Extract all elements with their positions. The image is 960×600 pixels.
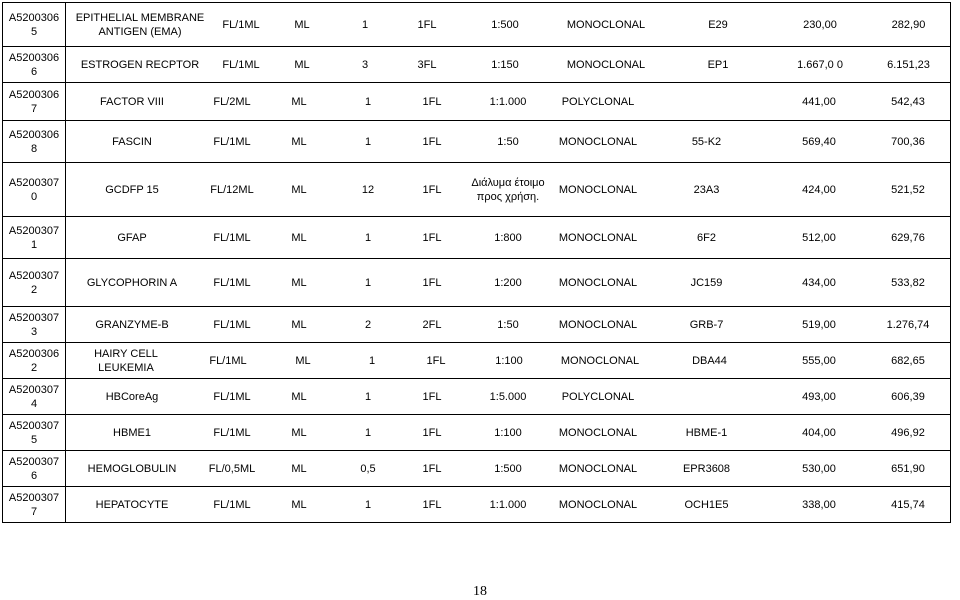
product-details-grid bbox=[66, 121, 951, 162]
product-details bbox=[66, 343, 951, 379]
table-row bbox=[3, 163, 951, 217]
product-code bbox=[3, 83, 66, 121]
product-details bbox=[66, 3, 951, 47]
price-with-vat: 521,52 bbox=[891, 183, 925, 196]
table-row bbox=[3, 217, 951, 259]
product-code-line: A5200306 bbox=[8, 51, 60, 64]
product-code-line: A5200306 bbox=[8, 128, 60, 141]
product-details-grid bbox=[66, 343, 951, 378]
product-name: HEMOGLOBULIN bbox=[87, 462, 177, 475]
clonality: MONOCLONAL bbox=[558, 318, 638, 331]
product-code-line: 8 bbox=[30, 142, 38, 155]
clone: EP1 bbox=[707, 58, 729, 71]
quantity: 1 bbox=[361, 18, 369, 31]
pack: 1FL bbox=[422, 231, 442, 244]
quantity: 1 bbox=[364, 426, 372, 439]
clonality: MONOCLONAL bbox=[560, 354, 640, 367]
quantity: 1 bbox=[364, 95, 372, 108]
unit: ML bbox=[291, 183, 307, 196]
dilution: 1:1.000 bbox=[489, 498, 527, 511]
quantity: 1 bbox=[364, 498, 372, 511]
clonality: MONOCLONAL bbox=[558, 426, 638, 439]
pack: 1FL bbox=[422, 426, 442, 439]
product-name: FACTOR VIII bbox=[100, 95, 164, 108]
pack: 3FL bbox=[417, 58, 437, 71]
price: 230,00 bbox=[803, 18, 837, 31]
format: FL/1ML bbox=[222, 18, 260, 31]
format: FL/0,5ML bbox=[208, 462, 256, 475]
dilution: 1:100 bbox=[495, 354, 523, 367]
product-details-grid bbox=[66, 451, 951, 486]
format: FL/1ML bbox=[213, 426, 251, 439]
clone: EPR3608 bbox=[682, 462, 731, 475]
product-name: FASCIN bbox=[112, 135, 152, 148]
pack: 1FL bbox=[422, 276, 442, 289]
clone: 23A3 bbox=[693, 183, 720, 196]
product-name: HAIRY CELL LEUKEMIA bbox=[94, 347, 158, 374]
price-with-vat: 682,65 bbox=[891, 354, 925, 367]
product-details-grid bbox=[66, 47, 951, 82]
table-row bbox=[3, 415, 951, 451]
price: 441,00 bbox=[802, 95, 836, 108]
product-code-line: 5 bbox=[30, 25, 38, 38]
table-row bbox=[3, 3, 951, 47]
product-name: HBME1 bbox=[113, 426, 151, 439]
product-name: HBCoreAg bbox=[105, 390, 159, 403]
product-code-line: 5 bbox=[30, 433, 38, 446]
price-table-body bbox=[3, 3, 951, 523]
price-with-vat: 496,92 bbox=[891, 426, 925, 439]
dilution: 1:200 bbox=[494, 276, 522, 289]
price: 424,00 bbox=[802, 183, 836, 196]
pack: 1FL bbox=[422, 390, 442, 403]
product-code bbox=[3, 47, 66, 83]
product-code-line: A5200307 bbox=[8, 419, 60, 432]
pack: 1FL bbox=[417, 18, 437, 31]
product-code-line: 1 bbox=[30, 238, 38, 251]
product-code-line: 0 bbox=[30, 190, 38, 203]
price-with-vat: 282,90 bbox=[891, 18, 926, 31]
price-with-vat: 651,90 bbox=[891, 462, 925, 475]
pack: 1FL bbox=[422, 135, 442, 148]
unit: ML bbox=[291, 276, 307, 289]
clonality: MONOCLONAL bbox=[566, 18, 646, 31]
product-details bbox=[66, 217, 951, 259]
quantity: 1 bbox=[364, 135, 372, 148]
product-details-grid bbox=[66, 83, 951, 120]
clonality: MONOCLONAL bbox=[558, 231, 638, 244]
unit: ML bbox=[294, 18, 310, 31]
dilution: 1:50 bbox=[497, 135, 519, 148]
clonality: MONOCLONAL bbox=[558, 462, 638, 475]
dilution: Διάλυμα έτοιμο προς χρήση. bbox=[471, 176, 545, 203]
dilution: 1:100 bbox=[494, 426, 522, 439]
price: 555,00 bbox=[802, 354, 836, 367]
format: FL/1ML bbox=[213, 276, 251, 289]
dilution: 1:5.000 bbox=[489, 390, 527, 403]
product-code-line: 2 bbox=[30, 361, 38, 374]
dilution: 1:500 bbox=[494, 462, 522, 475]
price-with-vat: 6.151,23 bbox=[887, 58, 930, 71]
table-row bbox=[3, 47, 951, 83]
product-code bbox=[3, 343, 66, 379]
pack: 2FL bbox=[422, 318, 442, 331]
quantity: 1 bbox=[364, 231, 372, 244]
product-name: GCDFP 15 bbox=[105, 183, 159, 196]
product-name: GRANZYME-B bbox=[95, 318, 169, 331]
format: FL/1ML bbox=[213, 498, 251, 511]
clonality: MONOCLONAL bbox=[558, 498, 638, 511]
unit: ML bbox=[291, 498, 307, 511]
table-row bbox=[3, 343, 951, 379]
product-code bbox=[3, 3, 66, 47]
product-code bbox=[3, 163, 66, 217]
product-details bbox=[66, 415, 951, 451]
table-row bbox=[3, 487, 951, 523]
price: 493,00 bbox=[802, 390, 836, 403]
product-details-grid bbox=[66, 3, 951, 46]
product-details-grid bbox=[66, 259, 951, 306]
clone: HBME-1 bbox=[685, 426, 728, 439]
quantity: 3 bbox=[361, 58, 369, 71]
product-code-line: 6 bbox=[30, 469, 38, 482]
quantity: 1 bbox=[364, 276, 372, 289]
clone: E29 bbox=[708, 18, 728, 31]
table-row bbox=[3, 83, 951, 121]
quantity: 1 bbox=[364, 390, 372, 403]
product-details bbox=[66, 121, 951, 163]
format: FL/1ML bbox=[213, 231, 251, 244]
price: 569,40 bbox=[802, 135, 836, 148]
product-details bbox=[66, 47, 951, 83]
product-details-grid bbox=[66, 163, 951, 216]
product-code bbox=[3, 451, 66, 487]
table-row bbox=[3, 121, 951, 163]
product-code-line: A5200307 bbox=[8, 491, 60, 504]
product-name: EPITHELIAL MEMBRANE ANTIGEN (EMA) bbox=[75, 11, 205, 38]
product-code-line: 3 bbox=[30, 325, 38, 338]
price-with-vat: 1.276,74 bbox=[886, 318, 930, 331]
dilution: 1:1.000 bbox=[489, 95, 527, 108]
clonality: POLYCLONAL bbox=[561, 390, 635, 403]
table-row bbox=[3, 259, 951, 307]
price-with-vat: 700,36 bbox=[891, 135, 925, 148]
product-code-line: A5200307 bbox=[8, 383, 60, 396]
quantity: 12 bbox=[361, 183, 375, 196]
product-code-line: 7 bbox=[30, 102, 38, 115]
price-with-vat: 542,43 bbox=[891, 95, 925, 108]
price-table bbox=[2, 2, 951, 523]
format: FL/1ML bbox=[213, 318, 251, 331]
product-code bbox=[3, 487, 66, 523]
product-code-line: A5200307 bbox=[8, 311, 60, 324]
price: 530,00 bbox=[802, 462, 836, 475]
pack: 1FL bbox=[426, 354, 446, 367]
product-code bbox=[3, 259, 66, 307]
pack: 1FL bbox=[422, 183, 442, 196]
unit: ML bbox=[291, 462, 307, 475]
price-with-vat: 606,39 bbox=[891, 390, 925, 403]
clone: OCH1E5 bbox=[684, 498, 729, 511]
table-row bbox=[3, 451, 951, 487]
price: 519,00 bbox=[802, 318, 836, 331]
product-code-line: A5200307 bbox=[8, 269, 60, 282]
format: FL/1ML bbox=[222, 58, 260, 71]
format: FL/2ML bbox=[213, 95, 251, 108]
product-code-line: A5200307 bbox=[8, 455, 60, 468]
dilution: 1:800 bbox=[494, 231, 522, 244]
pack: 1FL bbox=[422, 95, 442, 108]
price: 404,00 bbox=[802, 426, 836, 439]
clone: JC159 bbox=[690, 276, 723, 289]
clone: DBA44 bbox=[692, 354, 727, 367]
product-details-grid bbox=[66, 379, 951, 414]
clone bbox=[640, 379, 773, 414]
price: 512,00 bbox=[802, 231, 836, 244]
unit: ML bbox=[291, 135, 307, 148]
format: FL/1ML bbox=[209, 354, 247, 367]
format: FL/12ML bbox=[210, 183, 254, 196]
dilution: 1:50 bbox=[497, 318, 519, 331]
dilution: 1:500 bbox=[491, 18, 519, 31]
product-details-grid bbox=[66, 217, 951, 258]
unit: ML bbox=[291, 318, 307, 331]
format: FL/1ML bbox=[213, 390, 251, 403]
price: 434,00 bbox=[802, 276, 836, 289]
product-details bbox=[66, 163, 951, 217]
pack: 1FL bbox=[422, 462, 442, 475]
product-code bbox=[3, 415, 66, 451]
clone bbox=[640, 83, 773, 120]
clone: GRB-7 bbox=[689, 318, 724, 331]
product-details bbox=[66, 83, 951, 121]
product-details bbox=[66, 451, 951, 487]
clonality: POLYCLONAL bbox=[561, 95, 635, 108]
quantity: 1 bbox=[368, 354, 376, 367]
product-code-line: A5200306 bbox=[8, 11, 60, 24]
product-name: ESTROGEN RECPTOR bbox=[80, 58, 200, 71]
price-with-vat: 415,74 bbox=[891, 498, 925, 511]
unit: ML bbox=[291, 426, 307, 439]
product-details bbox=[66, 379, 951, 415]
unit: ML bbox=[295, 354, 311, 367]
quantity: 2 bbox=[364, 318, 372, 331]
product-code-line: A5200306 bbox=[8, 88, 60, 101]
clonality: MONOCLONAL bbox=[566, 58, 646, 71]
table-row bbox=[3, 379, 951, 415]
clonality: MONOCLONAL bbox=[558, 183, 638, 196]
unit: ML bbox=[291, 231, 307, 244]
product-details bbox=[66, 259, 951, 307]
product-code-line: 4 bbox=[30, 397, 38, 410]
pack: 1FL bbox=[422, 498, 442, 511]
product-details-grid bbox=[66, 307, 951, 342]
format: FL/1ML bbox=[213, 135, 251, 148]
product-code-line: 6 bbox=[30, 65, 38, 78]
price-with-vat: 533,82 bbox=[891, 276, 925, 289]
table-row bbox=[3, 307, 951, 343]
product-code-line: 2 bbox=[30, 283, 38, 296]
unit: ML bbox=[291, 390, 307, 403]
product-code bbox=[3, 121, 66, 163]
product-name: GLYCOPHORIN A bbox=[86, 276, 178, 289]
unit: ML bbox=[291, 95, 307, 108]
product-code-line: A5200307 bbox=[8, 176, 60, 189]
clonality: MONOCLONAL bbox=[558, 276, 638, 289]
product-code bbox=[3, 307, 66, 343]
dilution: 1:150 bbox=[491, 58, 519, 71]
page-number: 18 bbox=[473, 584, 487, 599]
product-code bbox=[3, 379, 66, 415]
price-with-vat: 629,76 bbox=[891, 231, 925, 244]
clone: 55-K2 bbox=[691, 135, 722, 148]
product-code-line: A5200307 bbox=[8, 224, 60, 237]
unit: ML bbox=[294, 58, 310, 71]
product-code-line: 7 bbox=[30, 505, 38, 518]
price: 1.667,0 0 bbox=[797, 58, 843, 71]
clonality: MONOCLONAL bbox=[558, 135, 638, 148]
product-details bbox=[66, 307, 951, 343]
price: 338,00 bbox=[802, 498, 836, 511]
product-name: GFAP bbox=[117, 231, 147, 244]
clone: 6F2 bbox=[697, 231, 716, 244]
product-details bbox=[66, 487, 951, 523]
product-name: HEPATOCYTE bbox=[95, 498, 169, 511]
product-details-grid bbox=[66, 415, 951, 450]
product-code-line: A5200306 bbox=[8, 347, 60, 360]
product-code bbox=[3, 217, 66, 259]
quantity: 0,5 bbox=[360, 462, 376, 475]
product-details-grid bbox=[66, 487, 951, 522]
